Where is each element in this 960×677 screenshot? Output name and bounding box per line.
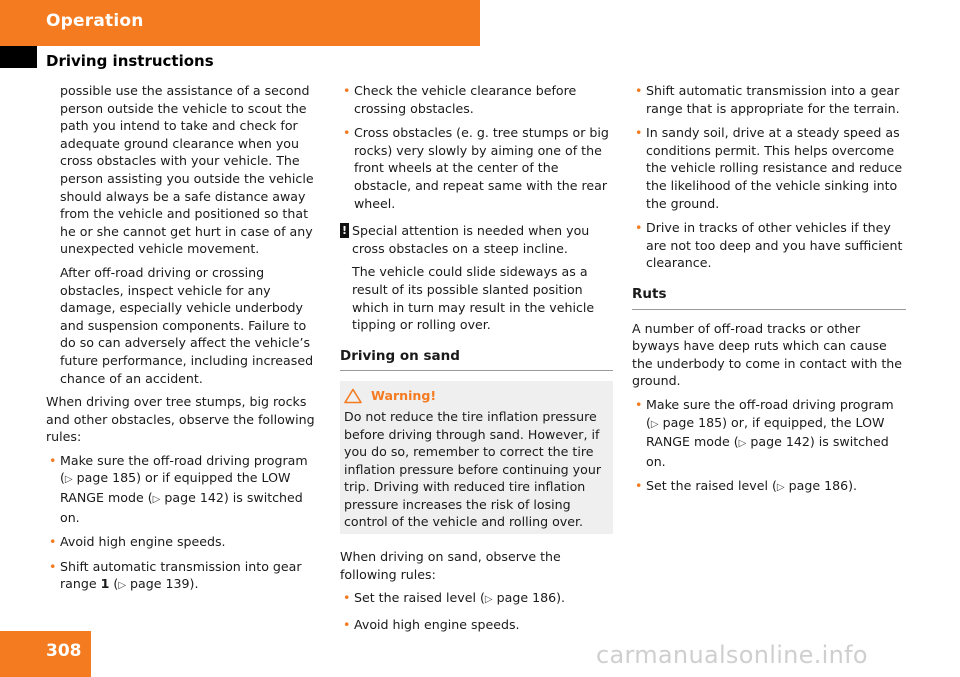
column-1 bbox=[46, 82, 322, 602]
page-ref-arrow-icon: ▷ bbox=[118, 580, 127, 592]
page-ref-arrow-icon: ▷ bbox=[484, 594, 493, 606]
paragraph: A number of off-road tracks or other byways have deep ruts which can cause the underbody to come in contact with the ground. bbox=[632, 320, 903, 389]
warning-title: Warning! bbox=[344, 387, 609, 405]
list-item: • Set the raised level (▷ page 186). bbox=[340, 589, 613, 609]
column-3 bbox=[632, 82, 906, 504]
page-ref-arrow-icon: ▷ bbox=[776, 482, 785, 494]
page-ref-arrow-icon: ▷ bbox=[650, 418, 659, 430]
section-tab-marker bbox=[0, 46, 37, 68]
section-heading-ruts: Ruts bbox=[632, 286, 906, 310]
list-item: • Set the raised level (▷ page 186). bbox=[632, 477, 906, 497]
exclamation-icon: ! bbox=[341, 224, 348, 238]
list-item: • Check the vehicle clearance before crossing obstacles. bbox=[340, 82, 613, 117]
watermark-text: carmanualsonline.info bbox=[596, 641, 868, 669]
page-reference-link[interactable]: page 186 bbox=[496, 590, 557, 606]
page-reference-link[interactable]: page 142 bbox=[164, 490, 224, 506]
list-item: • Shift automatic transmission into a gear range that is appropriate for the terrain. bbox=[632, 82, 906, 117]
list-item: • Drive in tracks of other vehicles if they are not too deep and you have sufficient clearance. bbox=[632, 219, 906, 272]
notice-text: The vehicle could slide sideways as a result of its possible slanted position which in turn may result in the vehicle tipping or rolling over. bbox=[352, 264, 595, 333]
warning-text: Do not reduce the tire inflation pressure before driving through sand. However, if you do so, remember to correct the tire inflation pressure before continuing your trip. Driving with reduced tire inflation pressure increases the risk of losing control of the vehicle and rolling over. bbox=[344, 408, 601, 530]
list-item: • Shift automatic transmission into gear range 1 (▷ page 139). bbox=[46, 558, 322, 595]
page-reference-link[interactable]: page 142 bbox=[750, 434, 810, 450]
page-reference-link[interactable]: page 186 bbox=[788, 478, 849, 494]
list-item: • Cross obstacles (e. g. tree stumps or big rocks) very slowly by aiming one of the front wheels at the center of the obstacle, and repeat same with the rear wheel. bbox=[340, 124, 613, 212]
paragraph: possible use the assistance of a second person outside the vehicle to scout the path you intend to take and check for adequate ground clearance when you cross obstacles with your vehicle. The person assisting you outside the vehicle should always be a safe distance away from the vehicle and positioned so that he or she cannot get hurt in case of any unexpected vehicle movement. bbox=[60, 83, 314, 257]
section-title: Operation bbox=[46, 11, 144, 31]
page-number: 308 bbox=[46, 641, 82, 661]
paragraph: When driving on sand, observe the following rules: bbox=[340, 549, 561, 582]
column-2 bbox=[340, 82, 613, 640]
gear-number: 1 bbox=[100, 576, 110, 592]
list-item: • In sandy soil, drive at a steady speed as conditions permit. This helps overcome the vehicle rolling resistance and reduce the likelihood of the vehicle sinking into the ground. bbox=[632, 124, 906, 212]
subsection-title: Driving instructions bbox=[46, 52, 214, 70]
paragraph: After off-road driving or crossing obstacles, inspect vehicle for any damage, especially vehicle underbody and suspension components. Failure to do so can adversely affect the vehicle’s future performance, including increased chance of an accident. bbox=[60, 264, 314, 386]
warning-triangle-icon bbox=[344, 388, 362, 404]
section-heading-driving-on-sand: Driving on sand bbox=[340, 348, 613, 372]
notice-block bbox=[340, 222, 613, 334]
list-item: • Avoid high engine speeds. bbox=[340, 616, 613, 634]
list-item: • Make sure the off-road driving program (▷ page 185) or, if equipped, the LOW RANGE mode (▷ page 142) is switched on. bbox=[632, 396, 906, 470]
paragraph: When driving over tree stumps, big rocks and other obstacles, observe the following rules: bbox=[46, 394, 315, 445]
page-reference-link[interactable]: page 185 bbox=[662, 414, 723, 430]
page-ref-arrow-icon: ▷ bbox=[738, 438, 747, 450]
page-ref-arrow-icon: ▷ bbox=[64, 474, 73, 486]
page-reference-link[interactable]: page 185 bbox=[76, 470, 137, 486]
page-reference-link[interactable]: page 139 bbox=[130, 576, 190, 592]
list-item: • Make sure the off-road driving program (▷ page 185) or if equipped the LOW RANGE mode (▷ page 142) is switched on. bbox=[46, 452, 322, 526]
list-item: • Avoid high engine speeds. bbox=[46, 533, 322, 551]
notice-text: Special attention is needed when you cross obstacles on a steep incline. bbox=[352, 223, 590, 256]
page-ref-arrow-icon: ▷ bbox=[152, 494, 161, 506]
warning-box bbox=[340, 381, 613, 534]
